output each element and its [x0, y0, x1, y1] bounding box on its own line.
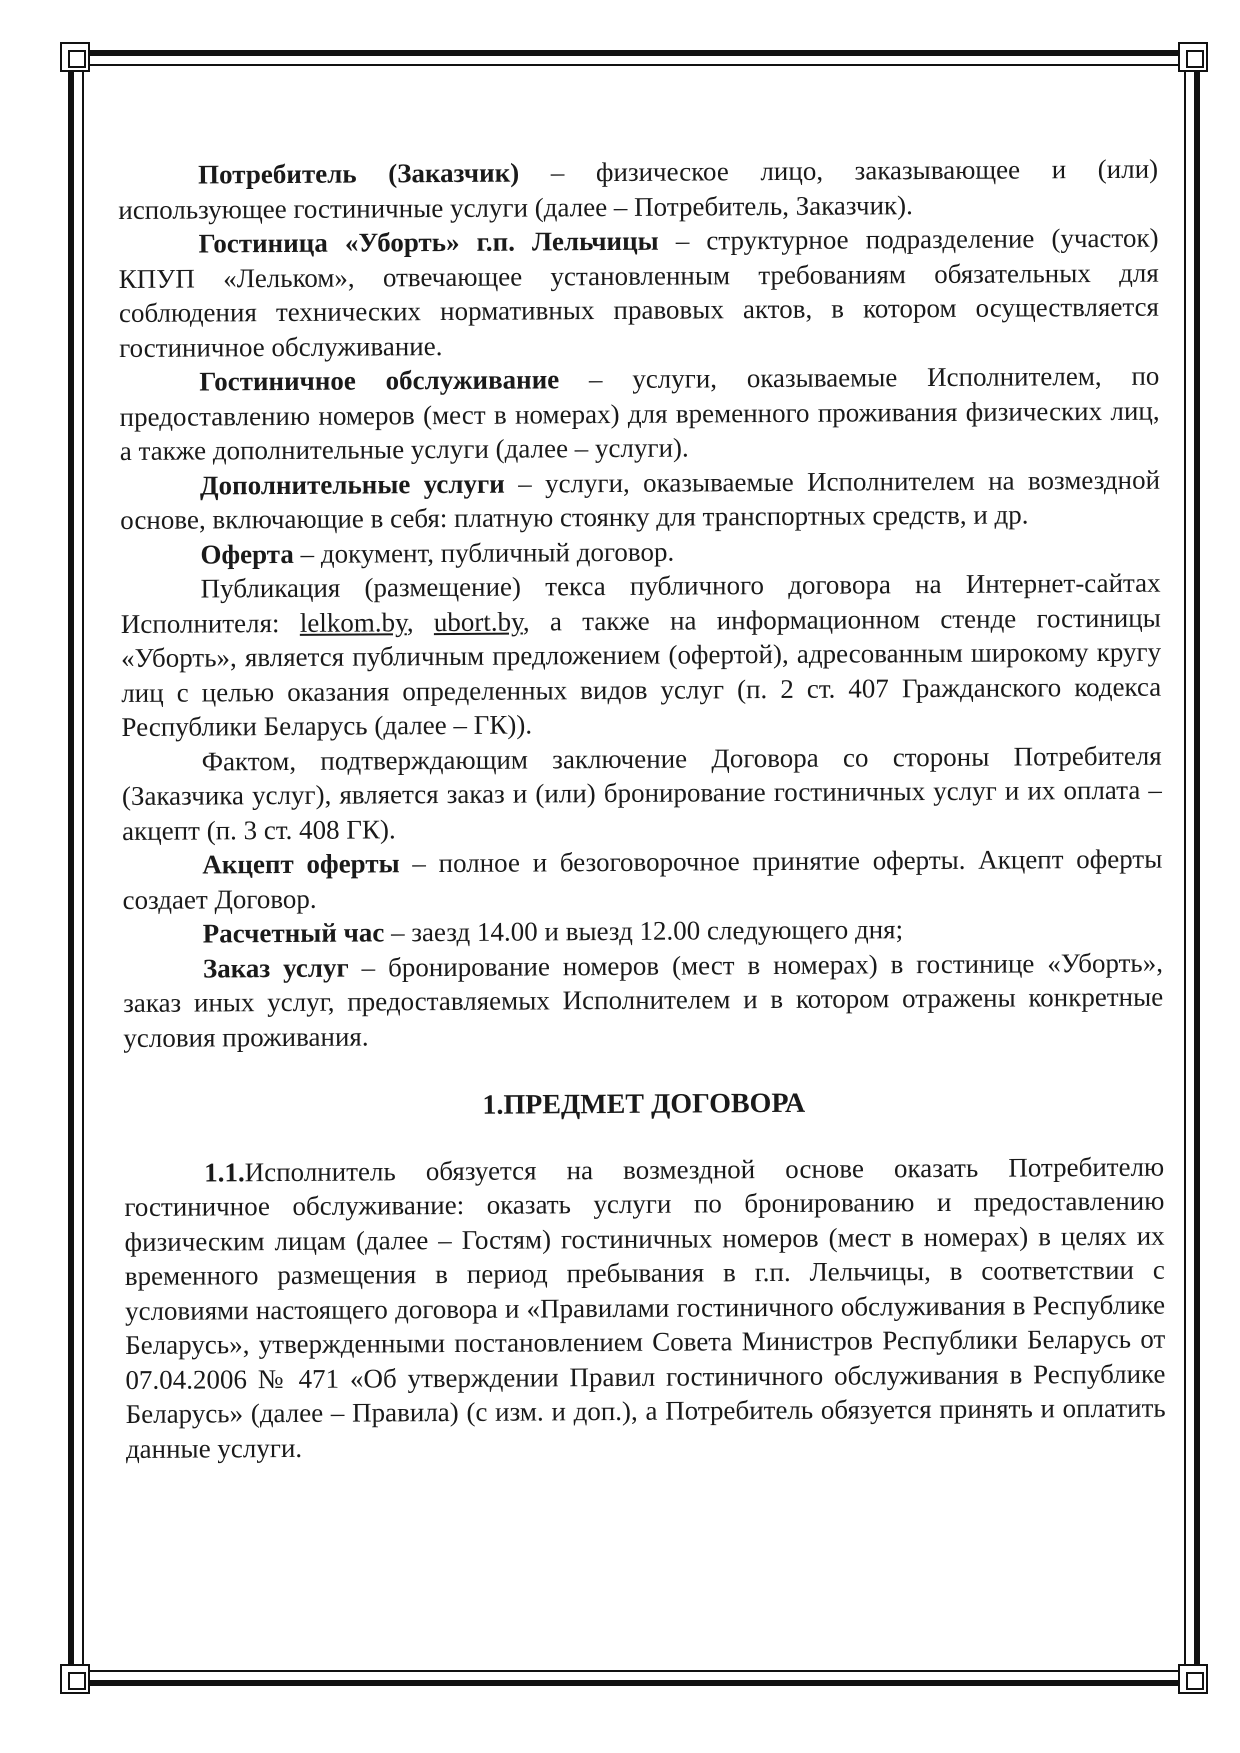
definition-text: – услуги, оказываемые Исполнителем, по предоставлению номеров (мест в номерах) для временного проживания физических лиц, а также дополнительные услуги (далее – услуги).	[119, 360, 1160, 466]
definition-service-order	[123, 945, 1164, 1055]
term: Расчетный час	[202, 917, 385, 949]
term: Потребитель (Заказчик)	[198, 157, 520, 190]
definition-text: – документ, публичный договор.	[293, 536, 675, 569]
document-body	[118, 152, 1166, 1466]
fact-paragraph: Фактом, подтверждающим заключение Договора со стороны Потребителя (Заказчика услуг), является заказ и (или) бронирование гостиничных услуг и их оплата – акцепт (п. 3 ст. 408 ГК).	[121, 740, 1162, 846]
definition-acceptance	[122, 842, 1162, 917]
definition-text: – физическое лицо, заказывающее и (или) использующее гостиничные услуги (далее – Потребитель, Заказчик).	[118, 153, 1159, 225]
definition-text: – заезд 14.00 и выезд 12.00 следующего дня;	[384, 914, 904, 948]
publication-paragraph	[121, 566, 1162, 745]
corner-ornament-bottom-left	[60, 1664, 90, 1694]
link-lelkom[interactable]: lelkom.by	[299, 606, 407, 638]
term: Заказ услуг	[202, 952, 349, 983]
definition-text: – услуги, оказываемые Исполнителем на возмездной основе, включающие в себя: платную стоянку для транспортных средств, и др.	[120, 464, 1161, 535]
section-heading: 1.ПРЕДМЕТ ДОГОВОРА	[482, 1087, 806, 1121]
definition-hotel-service	[119, 359, 1160, 469]
definition-text: – структурное подразделение (участок) КПУП «Лельком», отвечающее установленным требованиям обязательных для соблюдения технических нормативных правовых актов, в котором осуществляется гостиничное обслуживание.	[118, 222, 1160, 363]
term: Акцепт оферты	[202, 848, 400, 880]
separator: ,	[406, 606, 434, 637]
definition-hotel	[118, 221, 1159, 365]
term: Гостиничное обслуживание	[199, 364, 560, 397]
definition-additional-services	[120, 462, 1160, 537]
publication-text: Публикация (размещение) текса публичного договора на Интернет-сайтах Исполнителя:	[120, 567, 1161, 639]
publication-text-continued: , а также на информационном стенде гостиницы «Уборть», является публичным предложением (офертой), адресованным широкому кругу лиц с целью оказания определенных видов услуг (п. 2 ст. 407 Гражданского кодекса Республики Беларусь (далее – ГК)).	[120, 602, 1162, 742]
term: Оферта	[200, 538, 294, 570]
link-ubort[interactable]: ubort.by	[433, 606, 523, 637]
clause-text: Исполнитель обязуется на возмездной основе оказать Потребителю гостиничное обслуживание: оказать услуги по бронированию и предоставлению физическим лицам (далее – Гостям) гостиничных номеров (мест в номерах) в целях их временного размещения в период пребывания в г.п. Лельчицы, в соответствии с условиями настоящего договора и «Правилами гостиничного обслуживания в Республике Беларусь», утвержденными постановлением Совета Министров Республики Беларусь от 07.04.2006 № 471 «Об утверждении Правил гостиничного обслуживания в Республике Беларусь» (далее – Правила) (с изм. и доп.), а Потребитель обязуется принять и оплатить данные услуги.	[124, 1151, 1166, 1464]
corner-ornament-bottom-right	[1178, 1664, 1208, 1694]
corner-ornament-top-right	[1178, 42, 1208, 72]
clause-1-1	[124, 1149, 1166, 1466]
term: Гостиница «Уборть» г.п. Лельчицы	[198, 225, 659, 259]
term: Дополнительные услуги	[199, 468, 505, 501]
clause-number: 1.1.	[204, 1156, 245, 1187]
corner-ornament-top-left	[60, 42, 90, 72]
definition-text: – полное и безоговорочное принятие оферты. Акцепт оферты создает Договор.	[122, 843, 1163, 915]
definition-consumer	[118, 152, 1158, 227]
definition-text: – бронирование номеров (мест в номерах) в гостинице «Уборть», заказ иных услуг, предоставляемых Исполнителем и в котором отражены конкретные условия проживания.	[123, 947, 1164, 1053]
